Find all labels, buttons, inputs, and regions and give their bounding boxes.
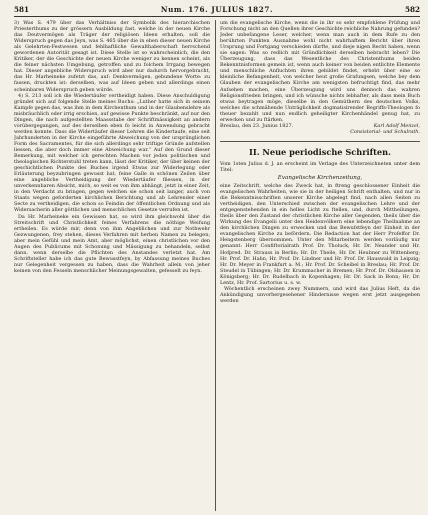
right-column [220, 20, 420, 511]
left-column [14, 20, 210, 511]
paragraph-conclusion: Da Hr. Marheineke ein Gewissen hat, so wird ihm gleichwohl über die Streitschrift und Christlichkeit feines Verfahrens die nöthige Weifung ertheilen. Es würde mir, denn von ihm Angeblichen und zur Nothwehr Gezwungenen, frey stehen, dieses Verfahren mit herben Namen zu belegen; aber mein Gefühl und mein Amt, aber möglichst, einen christlichen vor den Augen des Publicums mit Schonung und Mässigung zu behandeln, selbst dann, wenn derselbe die Pflichten des Anstandes verletzt hat. Am Schriftsteller habe ich das gute Bewusstfeyn, by Abfassung meines Buches nur Gelegenheit vergessen zu haben, dass die Wahrheit allein von jeher keinen von den Fesseln menschlicher Meinungsgewalten, gefesselt zu feyn. [14, 213, 210, 274]
section-paragraph: Wöchentlich erscheinen zwey Nummern, und wird das Julius Heft, da die Ankündigung unvorhergesehener Hindernisse wegen erst jetzt ausgegeben werden [220, 285, 420, 304]
section-paragraph: eine Zeitschrift, welche des Zweck hat, in ftreng geschlossener Einheit die evangelischen Wahrheiten, wie sie in der heiligen Schrift enthalten, und nur in die Bekenntnisschriften unserer Kirche abgelegt find, nach allen Seiten zu vertheidigen, den Unterschied zwischen der evangelischen Lehre und der entgegenstehenden in ein helles Licht zu ftellen, und, durch Mittheilungen, theils über den Zustand der christlichen Kirche aller Gegenden, theils über die Wirkung des Evangelii unter den Heidenvölkern eine lebendige Theilnahme an den kirchlichen Dingen zu erwecken und das Bewufstfeyn der Einheit in der evangelischen Kirche zu befördern. Die Redaction hat der Herr Profeffor Dr. Hengstenberg übernommen. Unter den Mitarbeitern werden vorläufig nur genannt: Herr Confiftorialrath Prof. Dr. Tholuck, Hr. Dr. Neander und Hr. Hofpred. Dr. Strauss in Berlin; Hr. Dr. Theile, Hr. Dr. Heubner zu Wittenberg; Hr. Prof. Dr. Hahn, Hr. Prof. Dr. Lindner und Hr. Prof. Dr. Hauswald in Leipzig; Hr. Dr. Meyer in Frankfurt a. M.; Hr. Prof. Dr. Scheibel in Breslau; Hr. Prof. Dr. Steudel in Tübingen; Hr. Dr. Krummacher in Bremen; Hr. Prof. Dr. Olshausen in Königsberg; Hr. Dr. Rudelbach in Kopenhagen; Hr. Dr. Sack in Bonn; Hr. Dr. Lentz, Hr. Prof. Sartorius u. s. w. [220, 182, 420, 286]
page-number-right: 582 [404, 5, 420, 14]
text-columns [14, 20, 420, 511]
section-intro: Vom 1sten Julius d. J. an erscheint im Verlage des Unterzeichneten unter dem Titel: [220, 160, 420, 173]
signature-block [220, 123, 420, 135]
issue-heading: Num. 176. JULIUS 1827. [160, 5, 274, 14]
page-header [14, 4, 420, 17]
paragraph-continuation: um die evangelische Kirche, wenn die in ihr so sehr empfohlene Prüfung und Forschung nicht an den Quellen ihrer Geschichte reichliche Nahrung gefunden? Jeder unbefangene Leser, welcher, wenn man auch in dem Rufe zu den berührten Punkten Ausnahme wohl nicht wahrhaftem Bericht über ihren Ursprung und Fortgang verschieden dürfte, und dieje nigen Recht haben, wenn sie sagen: Was so redlich mit Gründlichkeit derselben hebracht leben? Die Überzeugung, dass das Wesentliche des Christenthums beiden Bekenntnisformen gemein ist, wenn auch keiner von beiden entlichte Elemente und menschliche Anfluchten ihren gebildet findet, erhebt über eine so kleinliche Befangenheit, von welcher heut große Grafungsen, welche bey dem Glauben der evangelischen Kirche am wenigsten befruchtigt find, das mehr Aufsehen machen, eine Überzeugung wird uns dennoch das wahren Religionsfrieden bringen, und ich wünsche nichts lebhafter, als dass mein Buch etwas beytragen möge, dieselbe in den Gemüthern des deutschen Volks, welches die schmähende Unträglichkeit dogmatisirender Begriffs-Theologen fo theuer bezahlt und nun endlich geheiligter Kirchenhändel genug hat, zu erwecken und zu ftärken. [220, 20, 420, 123]
paragraph-point-3: 3) Was S. 479 über das Verhältniss der Symbolik des hierarchischen Priesterthums zu der grössern Ausbildung fast, welche in der neuen Kirche das Deutvermögen als Träger der religiösen Ideen erhalten, soll die Widerspruch gegen das Jeyn, was S. 465 über die in eben dieser neuen Kirche als Gelehrten-Festwesen und fehlhaftliche Gewalthaberschaft herrschend gewordenen Autorität gesagt ist. Diese Stelle ist so wahrscheinlich, die den Kritiker, der die Geschichte der neuen Kirche weniger zu kennen scheint, als die feiner nächsten Umgebung, getroffen und zu folchem Irrgang bewegen hat. Dieser angebliche Widerspruch wird aber nur dadurch hervorgebracht, das Hr. Marheineke zufetzt das, auf: Denkvermögen, gebundene Worte: zu fassen, druckten ist: derselben, was auf Ideen geben und allerdings einen scheinbaren Widerspruch geben würde. [14, 20, 210, 93]
paragraph-point-4: 4) S. 213 soll ich die Wiedertäufer vertheidigt haben. Diese Anschuldigung gründet sich auf folgende Stelle meines Buchs: „Luther hatte sich in seinem Kampfe gegen das, was ihm in dem Kirchenthum und in der Glaubenslehre als misbräuchlich oder irrig erschien, auf gewisse Punkte beschränkt, auf nur den Dingen, die nach aufgestellten Maassstabe der Schriftmässigkeit an andern vorübergegangen, auf des derselben eben fo leicht in Anwendung gebracht werden konnte. Dass die Widertäufer dieser Lehren die Kindertaufe, eine seit Jahrhunderten in der Kirche eingeführte Abweichung von der ursprünglichen Form des Sacramentes, für die sich allerdings sehr triftige Gründe aufstellen liessen, die aber doch immer eine Abweichung war.“ Auf den Grund dieser Bemerkung, mit welcher ich gerechten Machen vor jeden politischen und theologischen Richterstuhl treten kann, lässt der Kritiker, der über keinen der geschichtlichen Punkte des Buches irgend Etwas zur Widerlegung oder Erläuterung beyzubringen gewusst hat, feine Galle in schönen Zeilen über eine angebliche Vertheidigung der Wiedertäufer fliessen, in der unverkennbaren Absicht, mich, so weit es von ihm abhängt, jetzt in einer Zeit, in den Verdacht zu bringen, gegen welchen sie schon seit langer, auch von Staats wegen geforderten kirchlichen Berichtung und ab Lehrender einer Secte zu vertheidigen, die schon so Feindin der öffentlichen Ordnung und als Widersacherin aller göttlichen und menschlichen Gesetze verrufen ist. [14, 92, 210, 214]
signature-title: Consistorial- und Schulrath. [350, 128, 420, 135]
column-divider [215, 20, 216, 511]
page-number-left: 581 [14, 5, 30, 14]
signature-name: Karl Adolf Menzel, [373, 122, 420, 129]
publication-title: Evangelische Kirchenzeitung, [277, 174, 363, 181]
section-heading: II. Neue periodische Schriften. [220, 141, 420, 157]
signature-date: Breslau, den 23. Junius 1827. [220, 122, 294, 129]
